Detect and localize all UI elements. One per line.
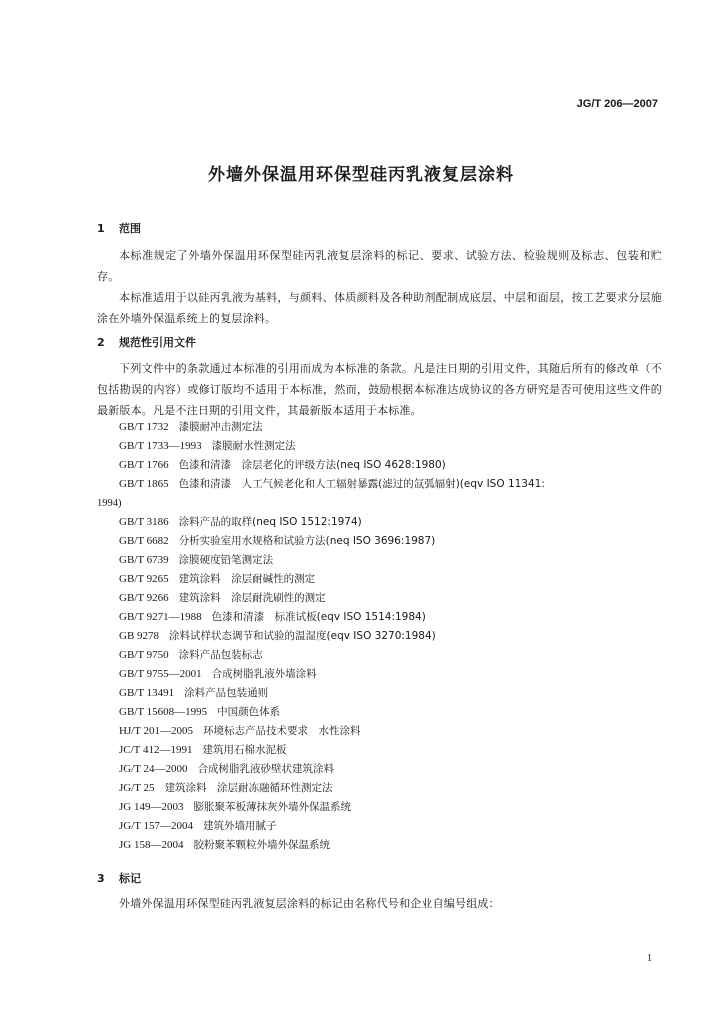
section-title: 规范性引用文件 (119, 336, 196, 349)
reference-list (97, 418, 667, 855)
paragraph-scope-1: 本标准规定了外墙外保温用环保型硅丙乳液复层涂料的标记、要求、试验方法、检验规则及标志、包装和贮存。 (97, 249, 662, 283)
paragraph-marking: 外墙外保温用环保型硅丙乳液复层涂料的标记由名称代号和企业自编号组成： (119, 897, 500, 910)
reference-title: 色漆和清漆 标准试板(eqv ISO 1514:1984) (211, 611, 426, 623)
reference-title: 涂料试样状态调节和试验的温湿度(eqv ISO 3270:1984) (169, 630, 436, 642)
reference-item (97, 798, 667, 817)
reference-code: GB/T 9266 (119, 592, 169, 604)
section-title: 范围 (119, 222, 141, 235)
reference-item (97, 437, 667, 456)
reference-code: GB/T 1766 (119, 459, 169, 471)
reference-code: GB/T 15608—1995 (119, 706, 208, 718)
reference-item (97, 418, 667, 437)
reference-code: GB/T 1865 (119, 478, 169, 490)
reference-title: 涂料产品的取样(neq ISO 1512:1974) (178, 516, 362, 528)
reference-item (97, 817, 667, 836)
reference-code: JG/T 157—2004 (119, 820, 194, 832)
reference-item (97, 589, 667, 608)
reference-item (97, 627, 667, 646)
paragraph-references-intro: 下列文件中的条款通过本标准的引用而成为本标准的条款。凡是注日期的引用文件，其随后所有的修改单（不包括勘误的内容）或修订版均不适用于本标准，然而，鼓励根据本标准达成协议的各方研究是否可使用这些文件的最新版本。凡是不注日期的引用文件，其最新版本适用于本标准。 (97, 362, 662, 417)
reference-title: 胶粉聚苯颗粒外墙外保温系统 (193, 839, 330, 851)
reference-title: 漆膜耐冲击测定法 (178, 421, 263, 433)
reference-title: 涂膜硬度铅笔测定法 (178, 554, 274, 566)
reference-code: JG 149—2003 (119, 801, 184, 813)
reference-item (97, 779, 667, 798)
reference-title: 建筑涂料 涂层耐洗刷性的测定 (178, 592, 326, 604)
reference-title: 建筑外墙用腻子 (203, 820, 277, 832)
reference-title: 合成树脂乳液砂壁状建筑涂料 (197, 763, 335, 775)
reference-title: 分析实验室用水规格和试验方法(neq ISO 3696:1987) (178, 535, 436, 547)
reference-title: 色漆和清漆 涂层老化的评级方法(neq ISO 4628:1980) (178, 459, 446, 471)
reference-code: GB 9278 (119, 630, 160, 642)
section-number: 1 (97, 222, 105, 235)
reference-item (97, 741, 667, 760)
reference-title: 环境标志产品技术要求 水性涂料 (203, 725, 361, 737)
reference-item (97, 836, 667, 855)
reference-code: HJ/T 201—2005 (119, 725, 194, 737)
reference-title: 建筑用石棉水泥板 (202, 744, 287, 756)
reference-title: 建筑涂料 涂层耐冻融循环性测定法 (164, 782, 333, 794)
reference-item (97, 532, 667, 551)
reference-title: 涂料产品包装通则 (184, 687, 269, 699)
reference-item (97, 513, 667, 532)
reference-item (97, 646, 667, 665)
standard-code: JG/T 206—2007 (576, 98, 658, 110)
reference-code: GB/T 9750 (119, 649, 169, 661)
reference-item (97, 684, 667, 703)
reference-code: GB/T 6739 (119, 554, 169, 566)
reference-item (97, 475, 667, 494)
reference-title: 中国颜色体系 (217, 706, 281, 718)
reference-title: 漆膜耐水性测定法 (211, 440, 296, 452)
paragraph-scope-2: 本标准适用于以硅丙乳液为基料，与颜料、体质颜料及各种助剂配制成底层、中层和面层，按工艺要求分层施涂在外墙外保温系统上的复层涂料。 (97, 291, 662, 325)
reference-title: 建筑涂料 涂层耐碱性的测定 (178, 573, 316, 585)
page-number: 1 (647, 953, 652, 964)
section-number: 3 (97, 872, 105, 885)
reference-item (97, 551, 667, 570)
reference-code: GB/T 1732 (119, 421, 169, 433)
reference-code: JG 158—2004 (119, 839, 184, 851)
reference-code: GB/T 6682 (119, 535, 169, 547)
reference-code: GB/T 3186 (119, 516, 169, 528)
reference-code: GB/T 1733—1993 (119, 440, 202, 452)
reference-code: GB/T 9271—1988 (119, 611, 202, 623)
reference-item (97, 760, 667, 779)
reference-item (97, 703, 667, 722)
reference-title: 合成树脂乳液外墙涂料 (211, 668, 317, 680)
reference-item (97, 456, 667, 475)
section-1-heading (97, 220, 141, 236)
reference-code: JG/T 25 (119, 782, 155, 794)
section-title: 标记 (119, 872, 141, 885)
reference-item (97, 665, 667, 684)
reference-item (97, 722, 667, 741)
reference-title: 膨胀聚苯板薄抹灰外墙外保温系统 (193, 801, 351, 813)
reference-title: 色漆和清漆 人工气候老化和人工辐射暴露(滤过的氙弧辐射)(eqv ISO 11341: (178, 478, 545, 490)
section-number: 2 (97, 336, 105, 349)
reference-continuation: 1994) (97, 498, 122, 509)
document-title: 外墙外保温用环保型硅丙乳液复层涂料 (208, 165, 514, 185)
section-2-heading (97, 334, 196, 350)
reference-item (97, 570, 667, 589)
reference-code: GB/T 9265 (119, 573, 169, 585)
reference-code: JC/T 412—1991 (119, 744, 193, 756)
reference-code: GB/T 9755—2001 (119, 668, 202, 680)
reference-item (97, 608, 667, 627)
reference-code: GB/T 13491 (119, 687, 175, 699)
reference-title: 涂料产品包装标志 (178, 649, 263, 661)
reference-code: JG/T 24—2000 (119, 763, 188, 775)
section-3-heading (97, 870, 141, 886)
